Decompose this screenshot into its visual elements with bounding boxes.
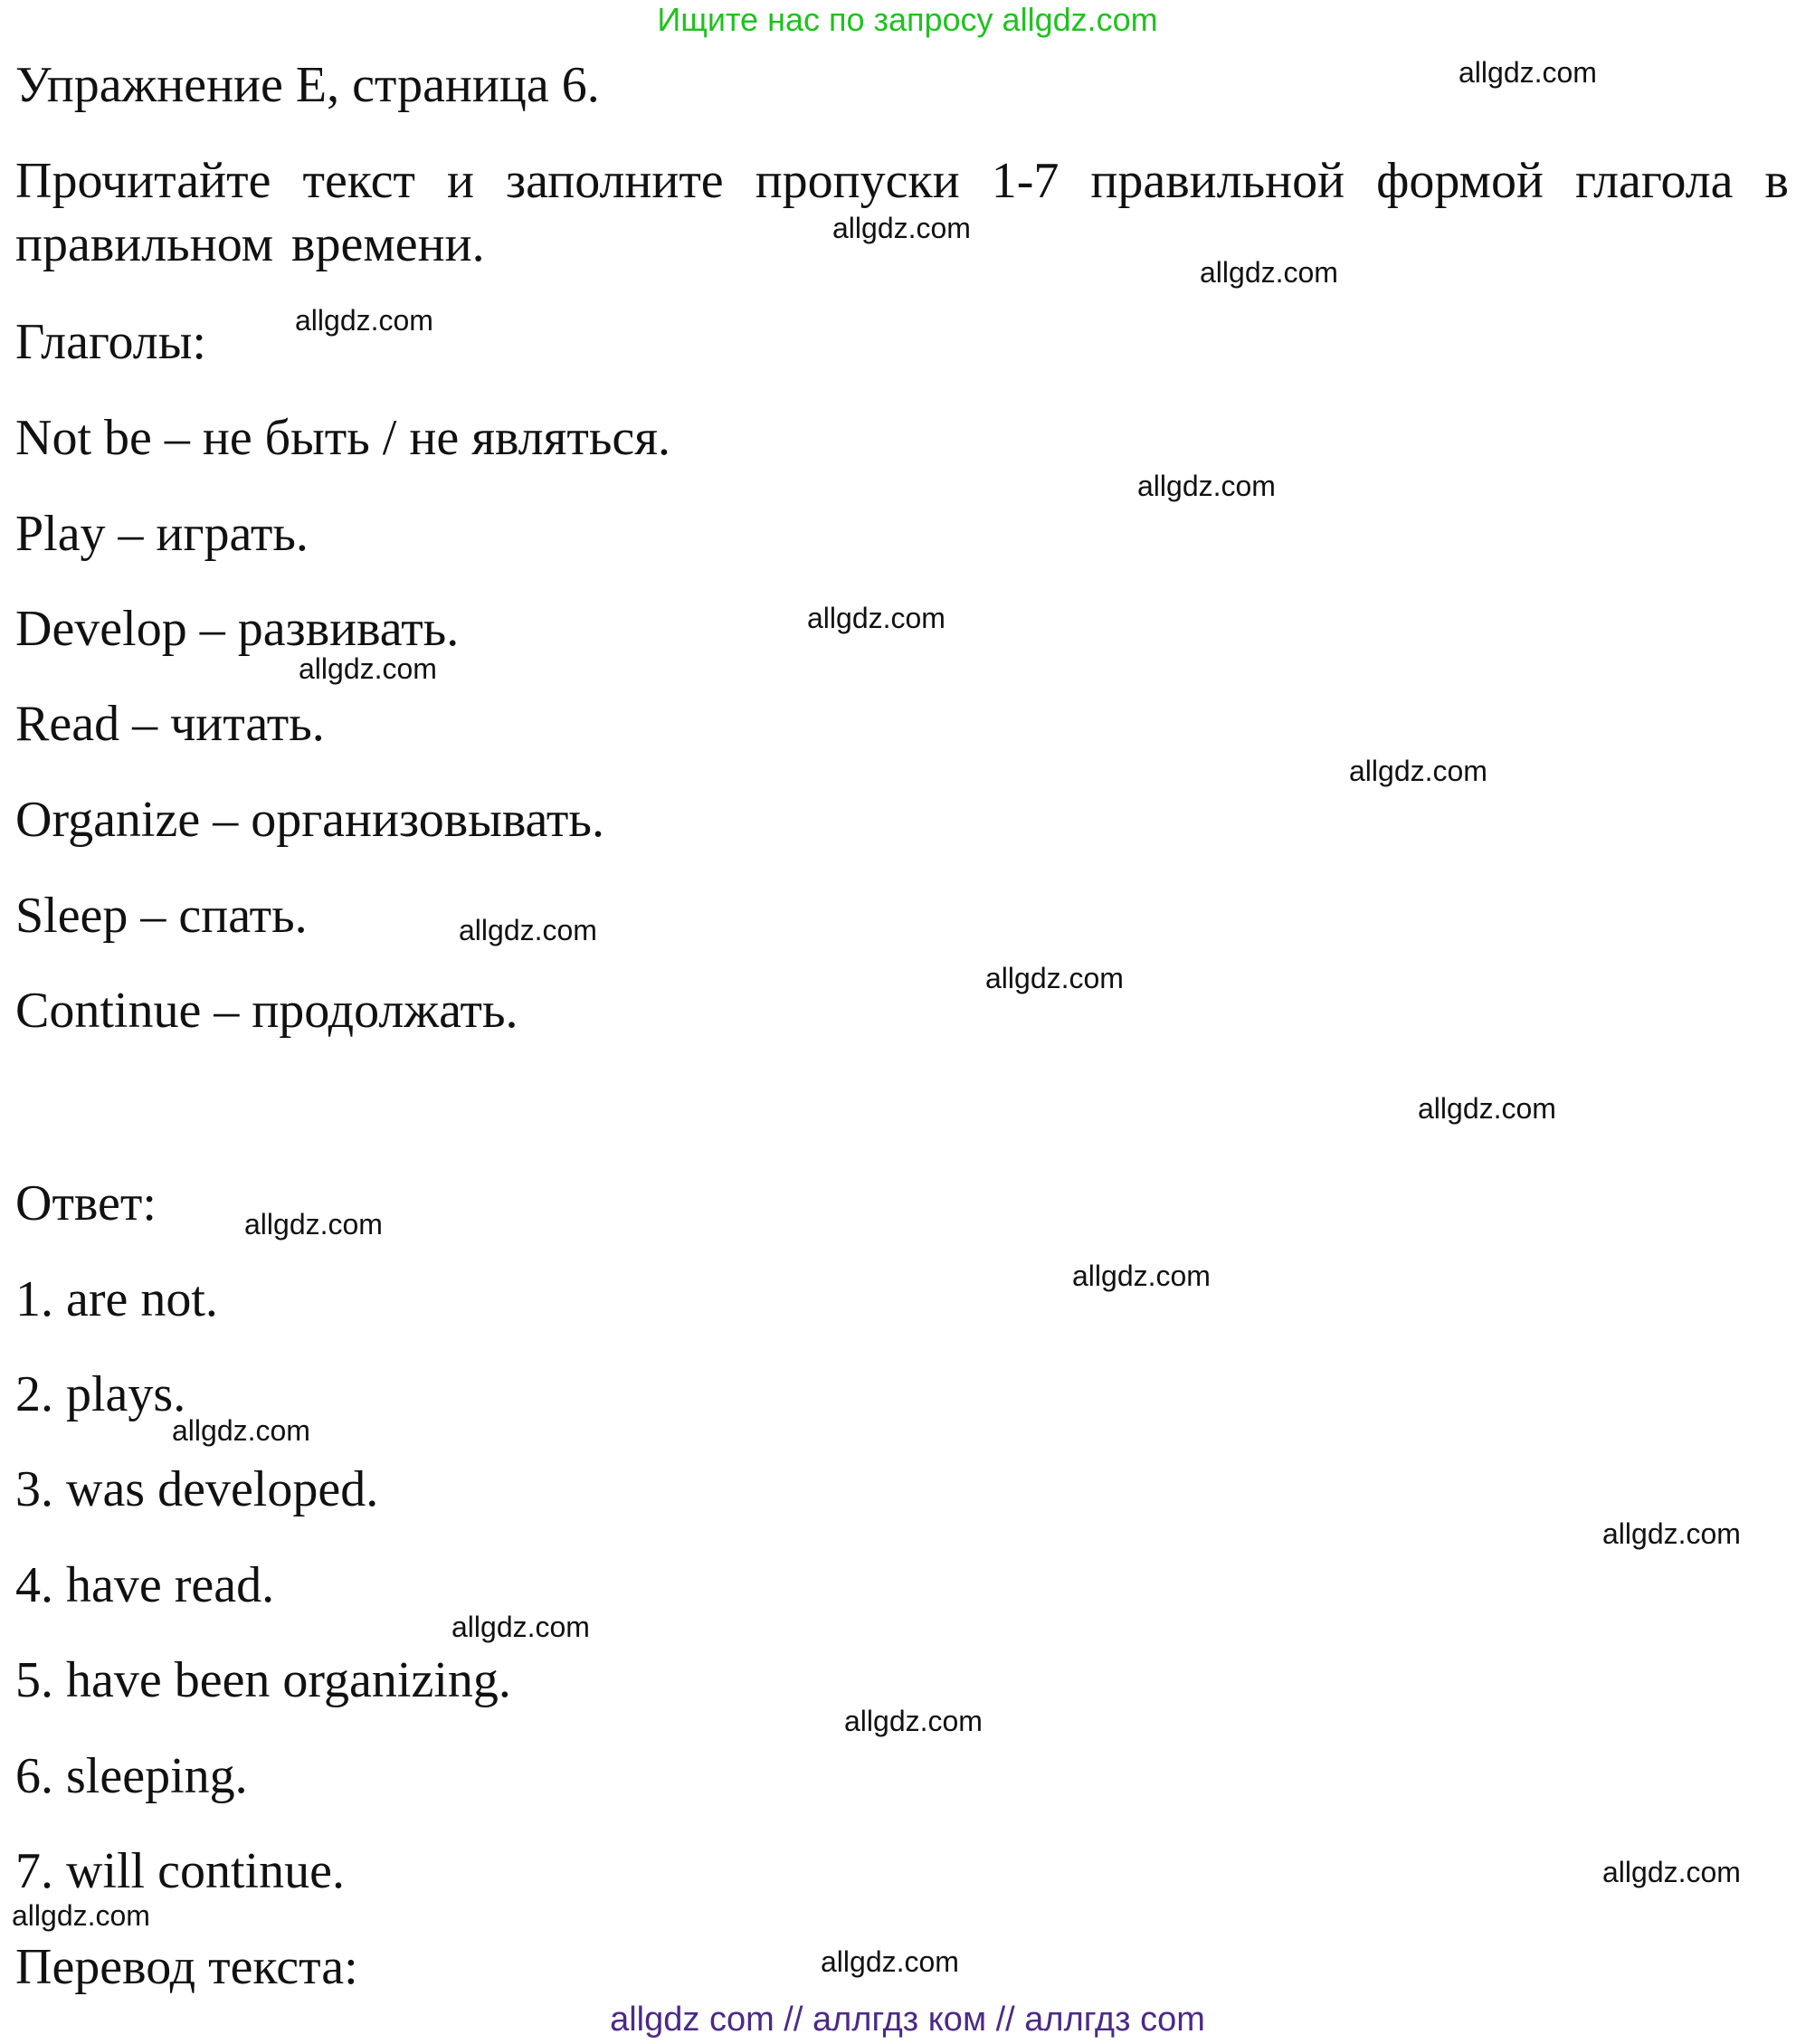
verb-item: Continue – продолжать. bbox=[15, 983, 518, 1039]
watermark: allgdz.com bbox=[172, 1414, 310, 1447]
verb-item: Play – играть. bbox=[15, 506, 309, 562]
answer-item: 3. was developed. bbox=[15, 1461, 379, 1517]
verb-item: Not be – не быть / не являться. bbox=[15, 410, 670, 466]
verb-item: Develop – развивать. bbox=[15, 601, 460, 657]
watermark: allgdz.com bbox=[299, 652, 437, 685]
watermark: allgdz.com bbox=[1137, 470, 1276, 502]
answer-item: 5. have been organizing. bbox=[15, 1652, 511, 1708]
watermark: allgdz.com bbox=[459, 914, 597, 946]
verb-item: Read – читать. bbox=[15, 696, 325, 752]
watermark: allgdz.com bbox=[1459, 56, 1597, 89]
instruction-text: Прочитайте текст и заполните пропуски 1-7 правильной формой глагола в правильном времени. bbox=[15, 153, 1789, 272]
watermark: allgdz.com bbox=[985, 962, 1124, 994]
verb-item: Sleep – спать. bbox=[15, 888, 308, 944]
answer-item: 7. will continue. bbox=[15, 1843, 345, 1899]
watermark: allgdz.com bbox=[807, 602, 946, 634]
answer-item: 4. have read. bbox=[15, 1557, 275, 1613]
watermark: allgdz.com bbox=[451, 1611, 590, 1643]
watermark: allgdz.com bbox=[821, 1945, 959, 1978]
watermark: allgdz.com bbox=[1602, 1856, 1741, 1888]
translation-heading: Перевод текста: bbox=[15, 1939, 358, 1995]
answer-item: 1. are not. bbox=[15, 1271, 218, 1327]
exercise-title: Упражнение E, страница 6. bbox=[15, 57, 600, 113]
footer-watermark: allgdz com // аллгдз ком // аллгдз com bbox=[610, 2001, 1205, 2039]
watermark: allgdz.com bbox=[1602, 1517, 1741, 1550]
watermark: allgdz.com bbox=[832, 212, 971, 244]
watermark: allgdz.com bbox=[1349, 755, 1487, 787]
watermark: allgdz.com bbox=[1072, 1260, 1211, 1292]
verb-item: Organize – организовывать. bbox=[15, 792, 604, 848]
watermark: allgdz.com bbox=[1200, 256, 1338, 289]
watermark: allgdz.com bbox=[244, 1208, 383, 1241]
watermark: allgdz.com bbox=[844, 1705, 983, 1737]
watermark: allgdz.com bbox=[295, 304, 433, 337]
answer-item: 6. sleeping. bbox=[15, 1748, 248, 1804]
search-banner: Ищите нас по запросу allgdz.com bbox=[657, 1, 1158, 38]
answer-item: 2. plays. bbox=[15, 1366, 186, 1422]
verbs-heading: Глаголы: bbox=[15, 314, 206, 370]
watermark: allgdz.com bbox=[1418, 1092, 1556, 1125]
answer-heading: Ответ: bbox=[15, 1175, 157, 1231]
watermark: allgdz.com bbox=[12, 1899, 150, 1932]
